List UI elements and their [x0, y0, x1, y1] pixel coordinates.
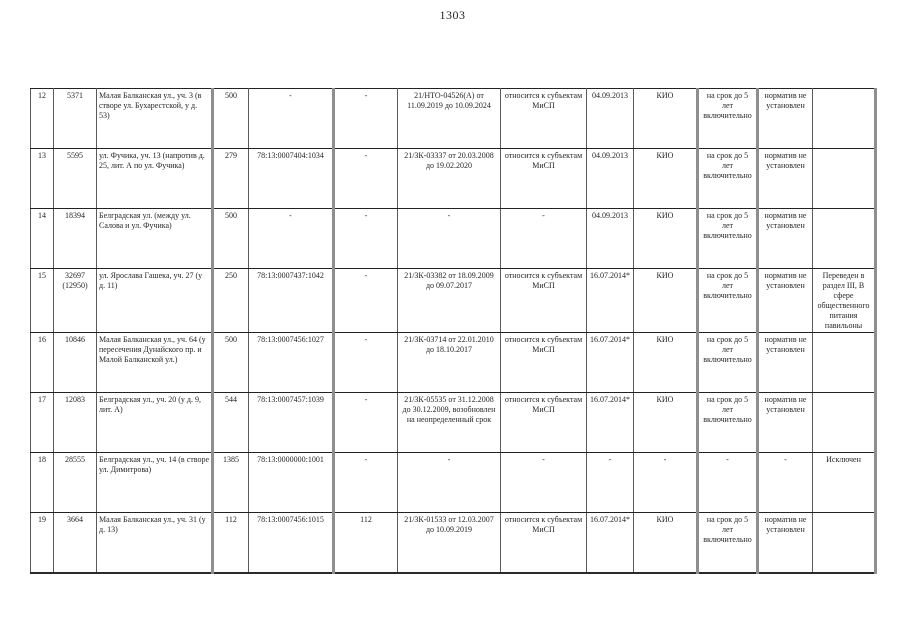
secondary-area-cell: -	[334, 209, 398, 269]
row-number-cell: 13	[31, 149, 54, 209]
term-cell: на срок до 5 лет включительно	[698, 393, 758, 453]
cadastral-number-cell: 78:13:0007437:1042	[249, 269, 334, 333]
notes-cell: Переведен в раздел III, В сфере общественного питания павильоны	[813, 269, 876, 333]
authority-cell: КИО	[634, 209, 698, 269]
area-cell: 500	[213, 209, 249, 269]
object-id-cell: 18394	[54, 209, 97, 269]
date-cell: 04.09.2013	[587, 209, 634, 269]
smb-status-cell: относится к субъектам МиСП	[501, 333, 587, 393]
norm-cell: норматив не установлен	[758, 209, 813, 269]
smb-status-cell: относится к субъектам МиСП	[501, 149, 587, 209]
address-cell: Малая Балканская ул., уч. 64 (у пересечения Дунайского пр. и Малой Балканской ул.)	[97, 333, 213, 393]
notes-cell	[813, 89, 876, 149]
term-cell: на срок до 5 лет включительно	[698, 513, 758, 573]
cadastral-number-cell: 78:13:0000000:1001	[249, 453, 334, 513]
address-cell: ул. Ярослава Гашека, уч. 27 (у д. 11)	[97, 269, 213, 333]
smb-status-cell: относится к субъектам МиСП	[501, 89, 587, 149]
date-cell: 04.09.2013	[587, 89, 634, 149]
notes-cell: Исключен	[813, 453, 876, 513]
date-cell: -	[587, 453, 634, 513]
term-cell: на срок до 5 лет включительно	[698, 333, 758, 393]
date-cell: 16.07.2014*	[587, 269, 634, 333]
contract-cell: 21/ЗК-03382 от 18.09.2009 до 09.07.2017	[398, 269, 501, 333]
secondary-area-cell: -	[334, 149, 398, 209]
row-number-cell: 14	[31, 209, 54, 269]
smb-status-cell: относится к субъектам МиСП	[501, 269, 587, 333]
row-number-cell: 15	[31, 269, 54, 333]
authority-cell: КИО	[634, 393, 698, 453]
area-cell: 250	[213, 269, 249, 333]
registry-table	[30, 88, 877, 574]
table-row	[31, 453, 876, 513]
date-cell: 04.09.2013	[587, 149, 634, 209]
object-id-cell: 3664	[54, 513, 97, 573]
notes-cell	[813, 209, 876, 269]
term-cell: -	[698, 453, 758, 513]
address-cell: ул. Фучика, уч. 13 (напротив д. 25, лит. А по ул. Фучика)	[97, 149, 213, 209]
authority-cell: КИО	[634, 333, 698, 393]
contract-cell: 21/ЗК-03337 от 20.03.2008 до 19.02.2020	[398, 149, 501, 209]
object-id-cell: 12083	[54, 393, 97, 453]
page-number: 1303	[439, 8, 466, 22]
row-number-cell: 16	[31, 333, 54, 393]
cadastral-number-cell: 78:13:0007404:1034	[249, 149, 334, 209]
object-id-cell: 5371	[54, 89, 97, 149]
area-cell: 500	[213, 333, 249, 393]
cadastral-number-cell: 78:13:0007456:1015	[249, 513, 334, 573]
table-row	[31, 89, 876, 149]
term-cell: на срок до 5 лет включительно	[698, 209, 758, 269]
norm-cell: норматив не установлен	[758, 333, 813, 393]
object-id-cell: 32697 (12950)	[54, 269, 97, 333]
norm-cell: норматив не установлен	[758, 393, 813, 453]
date-cell: 16.07.2014*	[587, 393, 634, 453]
address-cell: Белградская ул., уч. 14 (в створе ул. Димитрова)	[97, 453, 213, 513]
table-row	[31, 333, 876, 393]
registry-table-container	[30, 88, 877, 574]
area-cell: 500	[213, 89, 249, 149]
secondary-area-cell: -	[334, 269, 398, 333]
date-cell: 16.07.2014*	[587, 513, 634, 573]
notes-cell	[813, 149, 876, 209]
area-cell: 279	[213, 149, 249, 209]
table-row	[31, 513, 876, 573]
table-row	[31, 149, 876, 209]
secondary-area-cell: -	[334, 333, 398, 393]
secondary-area-cell: -	[334, 89, 398, 149]
contract-cell: -	[398, 209, 501, 269]
authority-cell: КИО	[634, 269, 698, 333]
authority-cell: КИО	[634, 513, 698, 573]
norm-cell: норматив не установлен	[758, 269, 813, 333]
row-number-cell: 17	[31, 393, 54, 453]
object-id-cell: 5595	[54, 149, 97, 209]
term-cell: на срок до 5 лет включительно	[698, 89, 758, 149]
authority-cell: КИО	[634, 149, 698, 209]
row-number-cell: 19	[31, 513, 54, 573]
contract-cell: 21/ЗК-05535 от 31.12.2008 до 30.12.2009, возобновлен на неопределенный срок	[398, 393, 501, 453]
table-row	[31, 209, 876, 269]
secondary-area-cell: -	[334, 453, 398, 513]
term-cell: на срок до 5 лет включительно	[698, 269, 758, 333]
object-id-cell: 10846	[54, 333, 97, 393]
secondary-area-cell: 112	[334, 513, 398, 573]
notes-cell	[813, 333, 876, 393]
norm-cell: норматив не установлен	[758, 513, 813, 573]
area-cell: 544	[213, 393, 249, 453]
smb-status-cell: относится к субъектам МиСП	[501, 513, 587, 573]
norm-cell: -	[758, 453, 813, 513]
secondary-area-cell: -	[334, 393, 398, 453]
table-row	[31, 269, 876, 333]
notes-cell	[813, 513, 876, 573]
notes-cell	[813, 393, 876, 453]
smb-status-cell: -	[501, 453, 587, 513]
table-body	[31, 89, 876, 573]
address-cell: Малая Балканская ул., уч. 31 (у д. 13)	[97, 513, 213, 573]
authority-cell: КИО	[634, 89, 698, 149]
smb-status-cell: -	[501, 209, 587, 269]
cadastral-number-cell: -	[249, 209, 334, 269]
area-cell: 1385	[213, 453, 249, 513]
contract-cell: -	[398, 453, 501, 513]
cadastral-number-cell: 78:13:0007456:1027	[249, 333, 334, 393]
contract-cell: 21/ЗК-03714 от 22.01.2010 до 18.10.2017	[398, 333, 501, 393]
contract-cell: 21/НТО-04526(А) от 11.09.2019 до 10.09.2024	[398, 89, 501, 149]
area-cell: 112	[213, 513, 249, 573]
object-id-cell: 28555	[54, 453, 97, 513]
row-number-cell: 18	[31, 453, 54, 513]
term-cell: на срок до 5 лет включительно	[698, 149, 758, 209]
contract-cell: 21/ЗК-01533 от 12.03.2007 до 10.09.2019	[398, 513, 501, 573]
date-cell: 16.07.2014*	[587, 333, 634, 393]
norm-cell: норматив не установлен	[758, 149, 813, 209]
row-number-cell: 12	[31, 89, 54, 149]
address-cell: Малая Балканская ул., уч. 3 (в створе ул. Бухарестской, у д. 53)	[97, 89, 213, 149]
smb-status-cell: относится к субъектам МиСП	[501, 393, 587, 453]
norm-cell: норматив не установлен	[758, 89, 813, 149]
address-cell: Белградская ул. (между ул. Салова и ул. Фучика)	[97, 209, 213, 269]
authority-cell: -	[634, 453, 698, 513]
table-row	[31, 393, 876, 453]
cadastral-number-cell: -	[249, 89, 334, 149]
address-cell: Белградская ул., уч. 20 (у д. 9, лит. А)	[97, 393, 213, 453]
cadastral-number-cell: 78:13:0007457:1039	[249, 393, 334, 453]
